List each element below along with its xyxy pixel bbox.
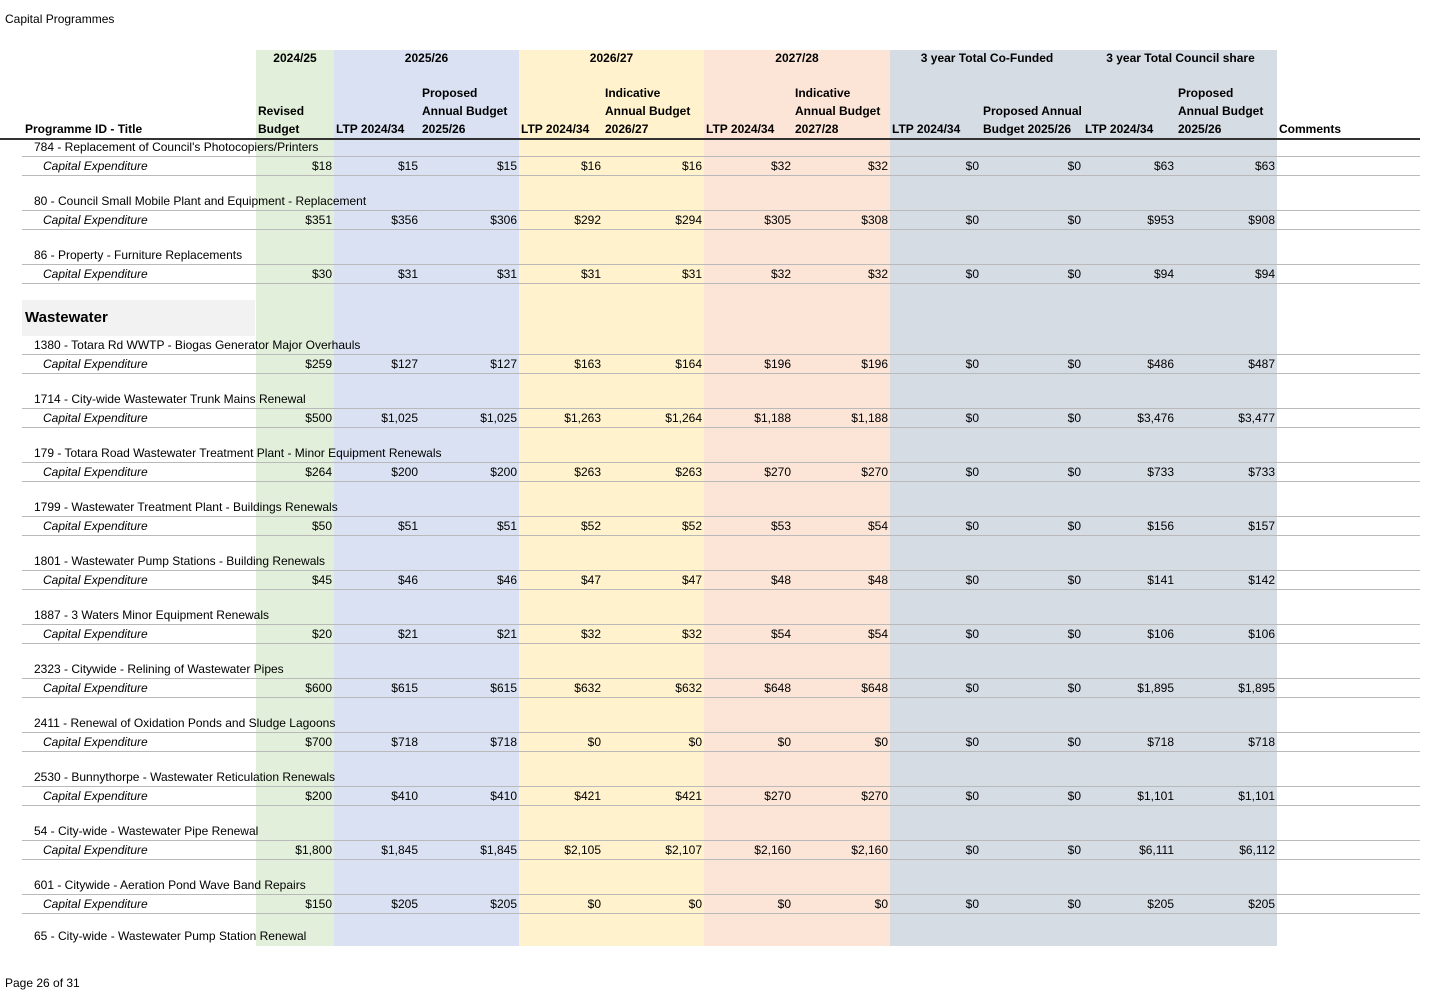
- cell-ltp-2027-28: $196: [764, 357, 791, 371]
- col-header-indicative-2026-27: Indicative Annual Budget 2026/27: [605, 86, 691, 136]
- cell-proposed-cofunded: $0: [1067, 897, 1081, 911]
- row-label: Capital Expenditure: [43, 357, 148, 371]
- col-header-programme: Programme ID - Title: [25, 122, 143, 136]
- cell-proposed-2025-26: $1,845: [480, 843, 517, 857]
- cell-indicative-2027-28: $270: [861, 789, 888, 803]
- cell-ltp-2027-28: $270: [764, 789, 791, 803]
- cell-proposed-2025-26: $127: [490, 357, 517, 371]
- cell-ltp-2025-26: $718: [391, 735, 418, 749]
- cell-ltp-2026-27: $1,263: [564, 411, 601, 425]
- cell-indicative-2026-27: $0: [688, 735, 702, 749]
- cell-indicative-2027-28: $0: [874, 735, 888, 749]
- cell-ltp-cofunded: $0: [965, 357, 979, 371]
- cell-indicative-2027-28: $270: [861, 465, 888, 479]
- cell-indicative-2026-27: $0: [688, 897, 702, 911]
- programme-title: 1380 - Totara Rd WWTP - Biogas Generator Major Overhauls: [34, 338, 361, 352]
- cell-indicative-2026-27: $421: [675, 789, 702, 803]
- cell-indicative-2027-28: $54: [867, 519, 888, 533]
- cell-indicative-2027-28: $48: [867, 573, 888, 587]
- cell-ltp-council: $94: [1153, 267, 1174, 281]
- cell-ltp-council: $718: [1147, 735, 1174, 749]
- programme-title: 2411 - Renewal of Oxidation Ponds and Sludge Lagoons: [34, 716, 336, 730]
- cell-ltp-cofunded: $0: [965, 843, 979, 857]
- band-2026-27: [519, 50, 704, 946]
- cell-revised-budget: $600: [305, 681, 332, 695]
- cell-ltp-council: $1,101: [1137, 789, 1174, 803]
- band-totals: [890, 50, 1277, 946]
- cell-proposed-council: $63: [1254, 159, 1275, 173]
- section-heading: Wastewater: [25, 309, 108, 326]
- cell-ltp-2026-27: $263: [574, 465, 601, 479]
- band-2027-28: [704, 50, 890, 946]
- cell-ltp-2027-28: $48: [770, 573, 791, 587]
- cell-revised-budget: $50: [311, 519, 332, 533]
- cell-ltp-2027-28: $32: [770, 267, 791, 281]
- row-label: Capital Expenditure: [43, 159, 148, 173]
- group-2027-28: 2027/28: [775, 51, 819, 65]
- cell-ltp-2025-26: $1,025: [381, 411, 418, 425]
- cell-ltp-2027-28: $53: [770, 519, 791, 533]
- capital-expenditure-row: [22, 354, 1420, 374]
- cell-proposed-cofunded: $0: [1067, 681, 1081, 695]
- row-label: Capital Expenditure: [43, 843, 148, 857]
- cell-proposed-2025-26: $21: [496, 627, 517, 641]
- col-header-proposed-council: Proposed Annual Budget 2025/26: [1178, 86, 1264, 136]
- cell-indicative-2027-28: $648: [861, 681, 888, 695]
- cell-ltp-cofunded: $0: [965, 735, 979, 749]
- cell-ltp-2027-28: $270: [764, 465, 791, 479]
- cell-proposed-cofunded: $0: [1067, 519, 1081, 533]
- capital-expenditure-row: [22, 624, 1420, 644]
- cell-ltp-cofunded: $0: [965, 681, 979, 695]
- group-2024-25: 2024/25: [273, 51, 317, 65]
- cell-ltp-council: $1,895: [1137, 681, 1174, 695]
- capital-expenditure-row: [22, 264, 1420, 284]
- cell-proposed-2025-26: $46: [496, 573, 517, 587]
- cell-proposed-2025-26: $306: [490, 213, 517, 227]
- cell-proposed-council: $6,112: [1239, 843, 1275, 857]
- col-header-ltp-2027-28: LTP 2024/34: [706, 122, 775, 136]
- cell-indicative-2026-27: $32: [681, 627, 702, 641]
- cell-ltp-2027-28: $1,188: [754, 411, 791, 425]
- col-header-ltp-2026-27: LTP 2024/34: [521, 122, 590, 136]
- cell-ltp-cofunded: $0: [965, 573, 979, 587]
- capital-expenditure-row: [22, 210, 1420, 230]
- cell-indicative-2026-27: $31: [681, 267, 702, 281]
- cell-proposed-council: $908: [1248, 213, 1275, 227]
- capital-expenditure-row: [22, 894, 1420, 914]
- cell-ltp-cofunded: $0: [965, 897, 979, 911]
- cell-indicative-2027-28: $2,160: [851, 843, 888, 857]
- col-header-proposed-cofunded: Proposed Annual Budget 2025/26: [983, 104, 1082, 136]
- page-number: Page 26 of 31: [5, 976, 80, 990]
- cell-ltp-2025-26: $127: [391, 357, 418, 371]
- cell-revised-budget: $259: [305, 357, 332, 371]
- cell-indicative-2027-28: $308: [861, 213, 888, 227]
- cell-ltp-2027-28: $305: [764, 213, 791, 227]
- cell-ltp-cofunded: $0: [965, 519, 979, 533]
- row-label: Capital Expenditure: [43, 465, 148, 479]
- cell-ltp-2027-28: $0: [777, 897, 791, 911]
- cell-proposed-2025-26: $51: [496, 519, 517, 533]
- row-label: Capital Expenditure: [43, 573, 148, 587]
- cell-ltp-2027-28: $0: [777, 735, 791, 749]
- row-label: Capital Expenditure: [43, 411, 148, 425]
- cell-proposed-council: $157: [1248, 519, 1275, 533]
- cell-proposed-2025-26: $31: [496, 267, 517, 281]
- programme-title: 179 - Totara Road Wastewater Treatment Plant - Minor Equipment Renewals: [34, 446, 442, 460]
- cell-proposed-2025-26: $15: [496, 159, 517, 173]
- cell-proposed-2025-26: $205: [490, 897, 517, 911]
- cell-indicative-2027-28: $196: [861, 357, 888, 371]
- cell-ltp-council: $205: [1147, 897, 1174, 911]
- cell-ltp-council: $953: [1147, 213, 1174, 227]
- band-2025-26: [334, 50, 519, 946]
- programme-title: 1714 - City-wide Wastewater Trunk Mains Renewal: [34, 392, 306, 406]
- cell-indicative-2026-27: $2,107: [665, 843, 702, 857]
- cell-ltp-council: $3,476: [1137, 411, 1174, 425]
- cell-proposed-cofunded: $0: [1067, 465, 1081, 479]
- cell-indicative-2027-28: $32: [867, 159, 888, 173]
- cell-proposed-cofunded: $0: [1067, 843, 1081, 857]
- cell-proposed-council: $142: [1248, 573, 1275, 587]
- cell-indicative-2026-27: $263: [675, 465, 702, 479]
- col-header-revised-budget: Revised Budget: [258, 104, 305, 136]
- programme-title: 2323 - Citywide - Relining of Wastewater Pipes: [34, 662, 284, 676]
- col-header-ltp-cofunded: LTP 2024/34: [892, 122, 961, 136]
- cell-indicative-2027-28: $32: [867, 267, 888, 281]
- col-header-ltp-2025-26: LTP 2024/34: [336, 122, 405, 136]
- cell-proposed-council: $205: [1248, 897, 1275, 911]
- row-label: Capital Expenditure: [43, 627, 148, 641]
- programme-title: 1801 - Wastewater Pump Stations - Building Renewals: [34, 554, 326, 568]
- group-2026-27: 2026/27: [589, 51, 634, 65]
- cell-indicative-2026-27: $164: [675, 357, 702, 371]
- cell-proposed-cofunded: $0: [1067, 789, 1081, 803]
- capital-expenditure-row: [22, 462, 1420, 482]
- cell-proposed-council: $733: [1248, 465, 1275, 479]
- cell-proposed-cofunded: $0: [1067, 627, 1081, 641]
- capital-expenditure-row: [22, 732, 1420, 752]
- cell-proposed-cofunded: $0: [1067, 267, 1081, 281]
- cell-indicative-2026-27: $632: [675, 681, 702, 695]
- programme-title: 601 - Citywide - Aeration Pond Wave Band Repairs: [34, 878, 306, 892]
- cell-ltp-cofunded: $0: [965, 411, 979, 425]
- row-label: Capital Expenditure: [43, 789, 148, 803]
- page-title: Capital Programmes: [5, 12, 115, 26]
- col-header-comments: Comments: [1279, 122, 1342, 136]
- capital-expenditure-row: [22, 156, 1420, 176]
- cell-proposed-cofunded: $0: [1067, 573, 1081, 587]
- cell-proposed-2025-26: $1,025: [480, 411, 517, 425]
- cell-proposed-council: $94: [1254, 267, 1275, 281]
- capital-expenditure-row: [22, 786, 1420, 806]
- cell-revised-budget: $150: [305, 897, 332, 911]
- col-header-indicative-2027-28: Indicative Annual Budget 2027/28: [795, 86, 881, 136]
- row-label: Capital Expenditure: [43, 213, 148, 227]
- group-cofunded: 3 year Total Co-Funded: [920, 51, 1054, 65]
- cell-ltp-2025-26: $200: [391, 465, 418, 479]
- cell-ltp-2027-28: $32: [770, 159, 791, 173]
- cell-ltp-2025-26: $31: [397, 267, 418, 281]
- cell-revised-budget: $264: [305, 465, 332, 479]
- cell-proposed-council: $718: [1248, 735, 1275, 749]
- capital-expenditure-row: [22, 570, 1420, 590]
- group-council-share: 3 year Total Council share: [1106, 51, 1255, 65]
- cell-ltp-2025-26: $46: [397, 573, 418, 587]
- cell-revised-budget: $700: [305, 735, 332, 749]
- programme-title: 80 - Council Small Mobile Plant and Equipment - Replacement: [34, 194, 367, 208]
- cell-ltp-2026-27: $0: [587, 897, 601, 911]
- cell-ltp-council: $486: [1147, 357, 1174, 371]
- cell-proposed-2025-26: $615: [490, 681, 517, 695]
- cell-ltp-2026-27: $632: [574, 681, 601, 695]
- cell-ltp-2026-27: $421: [574, 789, 601, 803]
- cell-proposed-cofunded: $0: [1067, 411, 1081, 425]
- cell-ltp-2027-28: $2,160: [754, 843, 791, 857]
- cell-ltp-council: $141: [1147, 573, 1174, 587]
- cell-revised-budget: $1,800: [295, 843, 332, 857]
- programme-title: 65 - City-wide - Wastewater Pump Station Renewal: [34, 929, 307, 943]
- capital-expenditure-row: [22, 678, 1420, 698]
- capital-expenditure-row: [22, 516, 1420, 536]
- cell-proposed-council: $487: [1248, 357, 1275, 371]
- cell-proposed-cofunded: $0: [1067, 159, 1081, 173]
- col-header-ltp-council: LTP 2024/34: [1085, 122, 1154, 136]
- cell-ltp-2026-27: $52: [580, 519, 601, 533]
- cell-indicative-2026-27: $1,264: [665, 411, 702, 425]
- cell-ltp-2025-26: $356: [391, 213, 418, 227]
- programme-title: 2530 - Bunnythorpe - Wastewater Reticulation Renewals: [34, 770, 336, 784]
- programme-title: 1887 - 3 Waters Minor Equipment Renewals: [34, 608, 269, 622]
- cell-ltp-council: $106: [1147, 627, 1174, 641]
- cell-revised-budget: $45: [311, 573, 332, 587]
- cell-indicative-2026-27: $47: [681, 573, 702, 587]
- cell-ltp-cofunded: $0: [965, 159, 979, 173]
- cell-ltp-2025-26: $21: [397, 627, 418, 641]
- cell-ltp-2026-27: $47: [580, 573, 601, 587]
- cell-ltp-2025-26: $1,845: [381, 843, 418, 857]
- capital-expenditure-row: [22, 408, 1420, 428]
- cell-ltp-2026-27: $292: [574, 213, 601, 227]
- cell-ltp-cofunded: $0: [965, 213, 979, 227]
- cell-revised-budget: $30: [311, 267, 332, 281]
- cell-ltp-2026-27: $163: [574, 357, 601, 371]
- cell-proposed-cofunded: $0: [1067, 735, 1081, 749]
- cell-proposed-council: $1,895: [1238, 681, 1275, 695]
- cell-ltp-2026-27: $2,105: [564, 843, 601, 857]
- row-label: Capital Expenditure: [43, 897, 148, 911]
- col-header-proposed-2025-26: Proposed Annual Budget 2025/26: [422, 86, 508, 136]
- cell-indicative-2027-28: $0: [874, 897, 888, 911]
- cell-ltp-council: $733: [1147, 465, 1174, 479]
- cell-ltp-cofunded: $0: [965, 267, 979, 281]
- cell-ltp-cofunded: $0: [965, 789, 979, 803]
- row-label: Capital Expenditure: [43, 735, 148, 749]
- cell-indicative-2026-27: $16: [681, 159, 702, 173]
- cell-revised-budget: $351: [305, 213, 332, 227]
- cell-proposed-council: $3,477: [1238, 411, 1275, 425]
- cell-indicative-2027-28: $54: [867, 627, 888, 641]
- cell-revised-budget: $18: [311, 159, 332, 173]
- cell-proposed-2025-26: $410: [490, 789, 517, 803]
- cell-ltp-2025-26: $615: [391, 681, 418, 695]
- capital-expenditure-row: [22, 840, 1420, 860]
- cell-indicative-2026-27: $294: [675, 213, 702, 227]
- cell-ltp-2026-27: $0: [587, 735, 601, 749]
- cell-ltp-2025-26: $205: [391, 897, 418, 911]
- cell-ltp-council: $156: [1147, 519, 1174, 533]
- cell-ltp-council: $6,111: [1139, 843, 1174, 857]
- cell-indicative-2027-28: $1,188: [851, 411, 888, 425]
- cell-ltp-2026-27: $31: [580, 267, 601, 281]
- cell-ltp-2026-27: $32: [580, 627, 601, 641]
- cell-ltp-cofunded: $0: [965, 627, 979, 641]
- cell-ltp-2027-28: $54: [770, 627, 791, 641]
- band-2024-25: [256, 50, 334, 946]
- cell-ltp-2025-26: $410: [391, 789, 418, 803]
- group-2025-26: 2025/26: [404, 51, 449, 65]
- cell-ltp-2025-26: $15: [397, 159, 418, 173]
- cell-indicative-2026-27: $52: [681, 519, 702, 533]
- cell-ltp-council: $63: [1153, 159, 1174, 173]
- programme-title: 784 - Replacement of Council's Photocopiers/Printers: [34, 140, 319, 154]
- programme-title: 86 - Property - Furniture Replacements: [34, 248, 243, 262]
- programme-title: 1799 - Wastewater Treatment Plant - Buildings Renewals: [34, 500, 338, 514]
- row-label: Capital Expenditure: [43, 519, 148, 533]
- cell-proposed-council: $106: [1248, 627, 1275, 641]
- programme-title: 54 - City-wide - Wastewater Pipe Renewal: [34, 824, 259, 838]
- cell-ltp-2025-26: $51: [397, 519, 418, 533]
- row-label: Capital Expenditure: [43, 267, 148, 281]
- cell-revised-budget: $500: [305, 411, 332, 425]
- cell-proposed-2025-26: $200: [490, 465, 517, 479]
- cell-revised-budget: $200: [305, 789, 332, 803]
- cell-ltp-2027-28: $648: [764, 681, 791, 695]
- cell-proposed-2025-26: $718: [490, 735, 517, 749]
- cell-revised-budget: $20: [311, 627, 332, 641]
- row-label: Capital Expenditure: [43, 681, 148, 695]
- cell-proposed-cofunded: $0: [1067, 357, 1081, 371]
- cell-ltp-2026-27: $16: [580, 159, 601, 173]
- cell-ltp-cofunded: $0: [965, 465, 979, 479]
- cell-proposed-cofunded: $0: [1067, 213, 1081, 227]
- cell-proposed-council: $1,101: [1238, 789, 1275, 803]
